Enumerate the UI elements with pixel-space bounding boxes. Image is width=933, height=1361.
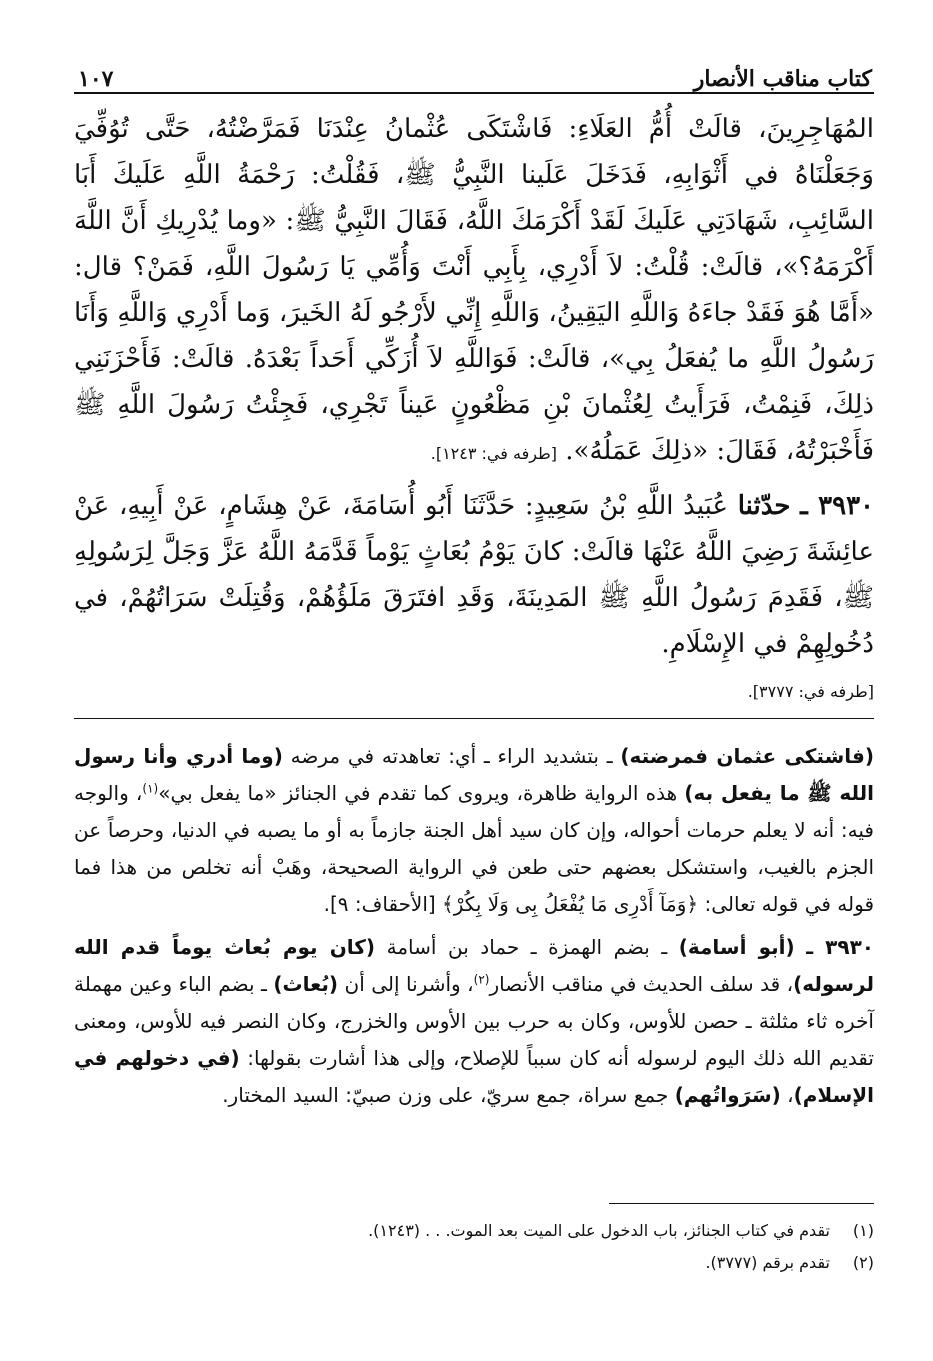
footnotes — [74, 1215, 874, 1279]
commentary-text: ـ بضم الهمزة ـ حماد بن أسامة — [375, 935, 679, 959]
footnote-2 — [74, 1247, 874, 1279]
commentary-lemma: (وما أدري وأنا رسول الله ﷺ ما يفعل به) — [74, 744, 874, 805]
footnote-ref-1[interactable]: (١) — [142, 781, 159, 796]
hadith-paragraph-2 — [74, 483, 874, 667]
commentary-lemma: (سَرَواتُهم) — [674, 1083, 781, 1107]
footnote-text: تقدم برقم (٣٧٧٧). — [705, 1253, 830, 1272]
page-number: ١٠٧ — [78, 66, 114, 92]
footnote-marker: (١) — [852, 1221, 874, 1240]
hadith-number: ٣٩٣٠ ـ — [800, 491, 874, 521]
commentary-divider — [74, 718, 874, 719]
commentary-text: ـ بتشديد الراء ـ أي: تعاهدته في مرضه — [282, 744, 621, 768]
cross-reference: [طرفه في: ١٢٤٣]. — [430, 444, 558, 463]
commentary-text: ، قد سلف الحديث في مناقب الأنصار — [489, 972, 794, 996]
commentary — [74, 738, 874, 1114]
footnote-ref-2[interactable]: (٢) — [473, 972, 490, 987]
commentary-lemma: (فاشتكى عثمان فمرضته) — [620, 744, 874, 768]
commentary-paragraph-2 — [74, 929, 874, 1114]
commentary-text: ـ بضم الباء وعين مهملة آخره ثاء مثلثة ـ حصن للأوس، وكان به حرب بين الأوس والخزرج، وكان النصر فيه للأوس، ومعنى تقديم الله ذلك اليوم لرسوله أنه كان سبباً للإصلاح، وإلى هذا أشارت بقولها: — [74, 972, 874, 1070]
book-title: كتاب مناقب الأنصار — [693, 66, 872, 92]
footnote-rule — [609, 1203, 874, 1204]
hadith-lead: حدّثنا — [737, 491, 791, 521]
commentary-lemma: (بُعاث) — [273, 972, 339, 996]
commentary-lemma: (كان يوم بُعاث يوماً قدم الله لرسوله) — [74, 935, 874, 996]
hadith-paragraph-1 — [74, 106, 874, 477]
hadith-text — [74, 106, 874, 715]
hadith-paragraph-2-text: عُبَيدُ اللَّهِ بْنُ سَعِيدٍ: حَدَّثَنَا أَبُو أُسَامَةَ، عَنْ هِشَامٍ، عَنْ أَبِيهِ، عَنْ عائِشَةَ رَضِيَ اللَّهُ عَنْهَا قالَتْ: كانَ يَوْمُ بُعَاثٍ يَوْماً قَدَّمَهُ اللَّهُ عَزَّ وَجَلَّ لِرَسُولِهِ ﷺ، فَقَدِمَ رَسُولُ اللَّهِ ﷺ المَدِينَةَ، وَقَدِ افتَرَقَ مَلَؤُهُمْ، وَقُتِلَتْ سَرَاتُهُمْ، في دُخُولِهِمْ في الإِسْلَامِ. — [74, 491, 874, 659]
commentary-text: ، وأشرنا إلى أن — [338, 972, 474, 996]
page-header — [74, 50, 874, 94]
book-page — [74, 50, 874, 1330]
cross-reference-2: [طرفه في: ٣٧٧٧]. — [747, 682, 874, 701]
hadith-paragraph-1-text: المُهَاجِرِينَ، قالَتْ أُمُّ العَلَاءِ: فَاشْتَكَى عُثْمانُ عِنْدَنَا فَمَرَّضْتُهُ، حَتَّى تُوُفِّيَ وَجَعَلْنَاهُ في أَثْوَابِهِ، فَدَخَلَ عَلَينا النَّبِيُّ ﷺ، فَقُلْتُ: رَحْمَةُ اللَّهِ عَلَيكَ أَبَا السَّائِبِ، شَهَادَتِي عَلَيكَ لَقَدْ أَكْرَمَكَ اللَّهُ، فَقَالَ النَّبِيُّ ﷺ: «وما يُدْرِيكِ أَنَّ اللَّهَ أَكْرَمَهُ؟»، قالَتْ: قُلْتُ: لاَ أَدْرِي، بِأَبِي أَنْتَ وَأُمِّي يَا رَسُولَ اللَّهِ، فَمَنْ؟ قال: «أَمَّا هُوَ فَقَدْ جاءَهُ وَاللَّهِ اليَقِينُ، وَاللَّهِ إِنِّي لأَرْجُو لَهُ الخَيرَ، وَما أَدْرِي وَاللَّهِ وَأَنَا رَسُولُ اللَّهِ ما يُفعَلُ بِي»، قالَتْ: فَوَاللَّهِ لاَ أُزَكِّي أَحَداً بَعْدَهُ. قالَتْ: فَأَحْزَنَنِي ذلِكَ، فَنِمْتُ، فَرَأَيتُ لِعُثْمانَ بْنِ مَظْعُونٍ عَيناً تَجْرِي، فَجِئْتُ رَسُولَ اللَّهِ ﷺ فَأَخْبَرْتُهُ، فَقَالَ: «ذلِكَ عَمَلُهُ». — [74, 114, 874, 466]
commentary-text: هذه الرواية ظاهرة، ويروى كما تقدم في الجنائز «ما يفعل بي» — [158, 781, 685, 805]
commentary-text: جمع سراة، جمع سريّ، على وزن صبيّ: السيد المختار. — [222, 1083, 675, 1107]
commentary-paragraph-1 — [74, 738, 874, 923]
commentary-hadith-number: ٣٩٣٠ ـ — [806, 935, 874, 959]
commentary-text: ، — [780, 1083, 794, 1107]
footnote-marker: (٢) — [852, 1253, 874, 1272]
commentary-text: ، والوجه فيه: أنه لا يعلم حرمات أحواله، وإن كان سيد أهل الجنة جازماً به أو ما يصبه في الدنيا، وحرصاً عن الجزم بالغيب، واستشكل بعضهم حتى طعن في الرواية الصحيحة، وهَبْ أنه تخلص من هذا فما قوله في قوله تعالى: ﴿وَمَآ أَدْرِى مَا يُفْعَلُ بِى وَلَا بِكُرْ﴾ [الأحقاف: ٩]. — [74, 781, 874, 916]
commentary-lemma: (أبو أسامة) — [678, 935, 795, 959]
commentary-lemma: (في دخولهم في الإسلام) — [74, 1046, 874, 1107]
footnote-text: تقدم في كتاب الجنائز، باب الدخول على الميت بعد الموت. . . (١٢٤٣). — [368, 1221, 830, 1240]
footnote-1 — [74, 1215, 874, 1247]
